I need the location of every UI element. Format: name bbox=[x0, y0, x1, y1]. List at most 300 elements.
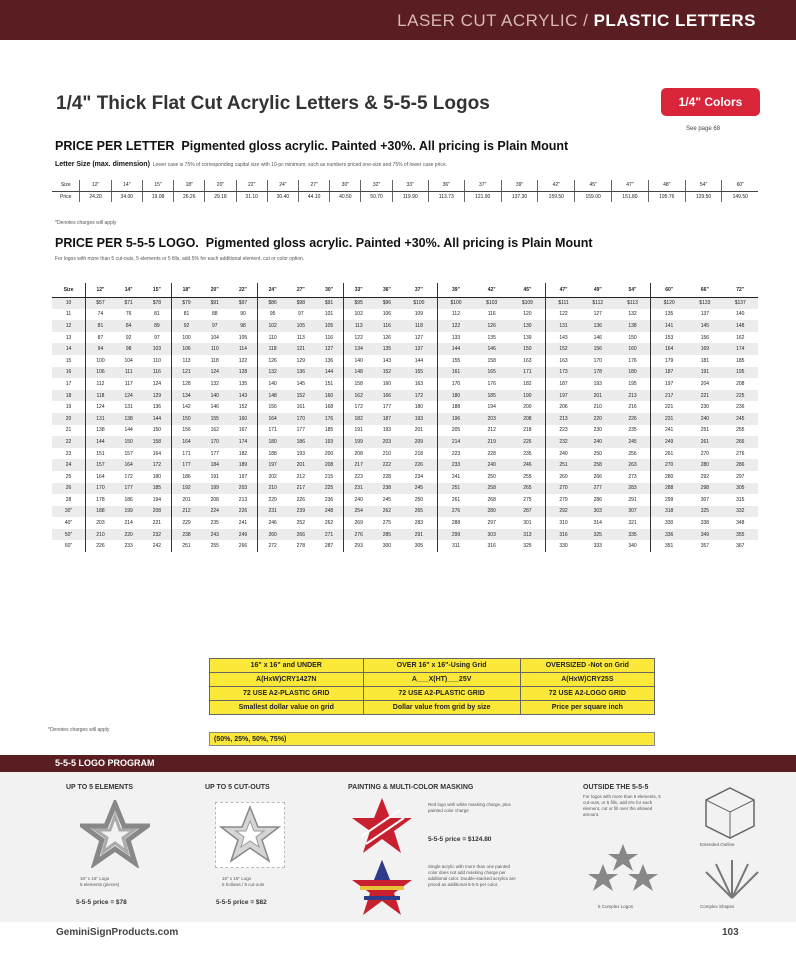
table-cell: 22" bbox=[229, 283, 258, 297]
table-cell: 102 bbox=[258, 320, 287, 332]
table-cell: 18 bbox=[52, 390, 86, 402]
table-cell: 76 bbox=[125, 311, 132, 318]
letter-table-prices bbox=[52, 191, 758, 202]
table-cell: 215 bbox=[324, 473, 334, 480]
table-cell: $91 bbox=[201, 297, 229, 309]
table-cell: 276 bbox=[736, 450, 745, 457]
table-cell: 37" bbox=[464, 180, 501, 191]
table-cell: 155 bbox=[201, 413, 229, 425]
table-cell: 265 bbox=[401, 506, 438, 518]
table-cell: 193 bbox=[382, 427, 392, 434]
table-cell: 18" bbox=[172, 283, 201, 297]
table-cell: 193 bbox=[296, 450, 305, 457]
table-cell: 280 bbox=[474, 506, 509, 518]
table-cell: 121.90 bbox=[464, 191, 501, 202]
table-cell: 118 bbox=[86, 390, 115, 402]
table-cell: 20 bbox=[52, 413, 86, 425]
table-cell: 120 bbox=[523, 311, 532, 318]
cutout-star-icon bbox=[216, 803, 284, 867]
table-row bbox=[52, 401, 758, 413]
table-cell: 194 bbox=[487, 404, 496, 411]
table-cell: 144 bbox=[86, 436, 115, 448]
table-cell: $97 bbox=[229, 297, 258, 309]
table-cell: 81 bbox=[86, 320, 115, 332]
table-row bbox=[52, 309, 758, 321]
colors-button[interactable]: 1/4" Colors bbox=[661, 88, 760, 116]
table-cell: 160 bbox=[315, 390, 344, 402]
table-cell: 176 bbox=[628, 357, 637, 364]
table-cell: 197 bbox=[651, 378, 688, 390]
table-cell: 283 bbox=[615, 483, 651, 495]
table-cell: 42" bbox=[538, 180, 575, 191]
table-cell: 36" bbox=[373, 283, 401, 297]
table-cell: 24 bbox=[52, 459, 86, 471]
table-cell: 197 bbox=[546, 390, 581, 402]
table-cell: 47" bbox=[612, 180, 649, 191]
table-cell: 177 bbox=[382, 404, 392, 411]
table-cell: 22" bbox=[236, 180, 267, 191]
table-cell: 242 bbox=[152, 543, 162, 550]
col3-text1: Red logo with white masking charge, plus painted color charge bbox=[428, 802, 511, 813]
table-cell: 251 bbox=[546, 459, 581, 471]
table-cell: 203 bbox=[229, 483, 258, 495]
table-cell: 201 bbox=[414, 427, 424, 434]
table-cell: 103 bbox=[143, 343, 172, 355]
table-cell: 134 bbox=[172, 390, 201, 402]
table-cell: 228 bbox=[487, 450, 496, 457]
table-cell: 161 bbox=[296, 404, 305, 411]
table-cell: 113 bbox=[172, 355, 201, 367]
table-cell: 20" bbox=[201, 283, 229, 297]
table-cell: 146 bbox=[593, 334, 602, 341]
table-cell: 241 bbox=[238, 520, 248, 527]
table-cell: 262 bbox=[373, 506, 401, 518]
col3-text2: Single acrylic with more than one painted color does not add masking charge per additional color. Double-stacked acrylics are priced as additional 5-5-5 per color. bbox=[428, 864, 516, 887]
table-cell: 208 bbox=[315, 459, 344, 471]
table-cell: 24.20 bbox=[80, 191, 111, 202]
table-cell: 50" bbox=[52, 529, 86, 541]
table-cell: 144 bbox=[315, 367, 344, 379]
table-cell: 137 bbox=[401, 343, 438, 355]
table-cell: 223 bbox=[437, 448, 474, 460]
table-cell: 367 bbox=[736, 543, 745, 550]
table-cell: 140 bbox=[201, 390, 229, 402]
table-cell: 97 bbox=[298, 311, 304, 318]
table-cell: 30" bbox=[315, 283, 344, 297]
table-cell: 218 bbox=[414, 450, 424, 457]
table-cell: 250 bbox=[487, 473, 496, 480]
table-cell: 288 bbox=[437, 517, 474, 529]
table-cell: 303 bbox=[581, 506, 615, 518]
table-cell: 217 bbox=[287, 483, 315, 495]
col1-price: 5-5-5 price = $78 bbox=[76, 899, 127, 906]
table-cell: 297 bbox=[736, 473, 745, 480]
table-cell: 89 bbox=[143, 320, 172, 332]
table-cell: 195.76 bbox=[648, 191, 685, 202]
table-cell: 132 bbox=[628, 311, 637, 318]
table-cell: 163 bbox=[546, 355, 581, 367]
table-cell: 298 bbox=[687, 483, 722, 495]
table-cell: 307 bbox=[615, 506, 651, 518]
table-cell: 14" bbox=[115, 283, 143, 297]
table-cell: 235 bbox=[628, 427, 637, 434]
table-cell: 167 bbox=[238, 427, 248, 434]
table-cell: 315 bbox=[736, 496, 745, 503]
table-cell: 240 bbox=[687, 413, 722, 425]
table-cell: 33" bbox=[344, 283, 373, 297]
table-cell: 142 bbox=[172, 401, 201, 413]
letter-footnote: *Denotes charges will apply bbox=[55, 220, 117, 226]
table-cell: 164 bbox=[258, 413, 287, 425]
legend-cell: Price per square inch bbox=[520, 701, 654, 715]
table-row bbox=[52, 436, 758, 448]
table-cell: 150 bbox=[172, 413, 201, 425]
table-cell: 165 bbox=[474, 367, 509, 379]
table-cell: 135 bbox=[651, 309, 688, 321]
table-cell: 160 bbox=[382, 380, 392, 387]
table-cell: 188 bbox=[86, 506, 115, 518]
table-cell: 155 bbox=[401, 367, 438, 379]
table-cell: 275 bbox=[523, 496, 532, 503]
table-cell: 231 bbox=[651, 413, 688, 425]
table-cell: 348 bbox=[736, 520, 745, 527]
table-cell: 275 bbox=[382, 520, 392, 527]
table-cell: 271 bbox=[315, 529, 344, 541]
table-cell: 291 bbox=[401, 529, 438, 541]
table-cell: 185 bbox=[474, 390, 509, 402]
table-cell: 168 bbox=[324, 404, 334, 411]
table-cell: 116 bbox=[143, 367, 172, 379]
legend-cell: 16" x 16" and UNDER bbox=[210, 659, 364, 673]
table-cell: 112 bbox=[437, 309, 474, 321]
table-cell: 226 bbox=[401, 459, 438, 471]
legend-cell: A(HxW)CRY1427N bbox=[210, 673, 364, 687]
table-cell: 330 bbox=[651, 517, 688, 529]
col2-heading: UP TO 5 CUT-OUTS bbox=[205, 784, 270, 791]
table-cell: 143 bbox=[546, 332, 581, 344]
table-cell: 151 bbox=[324, 380, 334, 387]
table-cell: 240 bbox=[474, 459, 509, 471]
table-cell: 66" bbox=[687, 283, 722, 297]
table-cell: 42" bbox=[474, 283, 509, 297]
legend-cell: A___X(HT)___25V bbox=[363, 673, 520, 687]
table-row bbox=[52, 320, 758, 332]
table-cell: 300 bbox=[382, 543, 392, 550]
table-cell: 172 bbox=[344, 401, 373, 413]
table-cell: 19 bbox=[65, 404, 72, 411]
table-cell: 15 bbox=[65, 357, 72, 364]
table-row bbox=[52, 471, 758, 483]
table-cell: 209 bbox=[401, 436, 438, 448]
table-cell: 280 bbox=[651, 471, 688, 483]
table-cell: 245 bbox=[615, 436, 651, 448]
table-cell: 131 bbox=[86, 413, 115, 425]
table-cell: 235 bbox=[210, 520, 219, 527]
table-cell: 193 bbox=[315, 436, 344, 448]
table-cell: 84 bbox=[115, 320, 143, 332]
table-cell: 150 bbox=[628, 334, 637, 341]
table-cell: 220 bbox=[258, 494, 287, 506]
table-cell: 135 bbox=[373, 343, 401, 355]
legend-cell: 72 USE A2-LOGO GRID bbox=[520, 687, 654, 701]
table-cell: 229 bbox=[172, 517, 201, 529]
table-cell: 152 bbox=[373, 367, 401, 379]
table-cell: 214 bbox=[124, 520, 133, 527]
table-cell: 238 bbox=[373, 483, 401, 495]
table-cell: 144 bbox=[414, 357, 424, 364]
table-cell: 266 bbox=[238, 543, 248, 550]
table-cell: 180 bbox=[152, 473, 162, 480]
table-cell: 150 bbox=[509, 343, 546, 355]
legend-row bbox=[210, 687, 655, 701]
table-cell: 32" bbox=[361, 180, 392, 191]
table-cell: 251 bbox=[437, 483, 474, 495]
table-cell: 204 bbox=[700, 380, 710, 387]
legend-bottom: (50%, 25%, 50%, 75%) bbox=[209, 732, 655, 746]
table-row bbox=[52, 517, 758, 529]
table-row bbox=[52, 540, 758, 552]
table-cell: 44.10 bbox=[299, 191, 330, 202]
table-cell: 325 bbox=[687, 506, 722, 518]
table-cell: 161 bbox=[437, 367, 474, 379]
table-cell: 325 bbox=[581, 529, 615, 541]
table-cell: 88 bbox=[211, 311, 218, 318]
table-cell: 321 bbox=[628, 520, 637, 527]
table-cell: 194 bbox=[152, 496, 162, 503]
table-row bbox=[52, 343, 758, 355]
legend-row bbox=[210, 701, 655, 715]
table-cell: 185 bbox=[324, 427, 334, 434]
flag-star-icon bbox=[350, 858, 414, 918]
table-row bbox=[52, 413, 758, 425]
table-cell: 185 bbox=[143, 483, 172, 495]
table-cell: 233 bbox=[124, 543, 133, 550]
table-cell: 187 bbox=[651, 367, 688, 379]
table-cell: 25 bbox=[65, 473, 72, 480]
table-cell: 233 bbox=[437, 459, 474, 471]
table-cell: 81 bbox=[154, 311, 160, 318]
legend-cell: Smallest dollar value on grid bbox=[210, 701, 364, 715]
table-cell: 150 bbox=[152, 427, 162, 434]
table-cell: 210 bbox=[258, 483, 287, 495]
table-cell: 124 bbox=[152, 380, 162, 387]
table-cell: 137 bbox=[700, 311, 710, 318]
table-cell: 266 bbox=[723, 436, 759, 448]
table-cell: 205 bbox=[437, 425, 474, 437]
table-cell: 126 bbox=[258, 355, 287, 367]
table-cell: 279 bbox=[546, 494, 581, 506]
table-cell: 30.40 bbox=[267, 191, 298, 202]
table-cell: 270 bbox=[700, 450, 710, 457]
page-title: 1/4" Thick Flat Cut Acrylic Letters & 5-5-5 Logos bbox=[56, 93, 490, 114]
table-cell: 113.73 bbox=[428, 191, 464, 202]
table-cell: 246 bbox=[258, 517, 287, 529]
table-row bbox=[52, 425, 758, 437]
header-title: LASER CUT ACRYLIC / PLASTIC LETTERS bbox=[397, 11, 756, 30]
table-cell: 203 bbox=[86, 517, 115, 529]
see-page-note: See page 68 bbox=[686, 126, 721, 132]
table-cell: 34.00 bbox=[111, 191, 142, 202]
table-cell: 191 bbox=[687, 367, 722, 379]
table-cell: 176 bbox=[487, 380, 496, 387]
table-cell: 81 bbox=[172, 309, 201, 321]
table-cell: 177 bbox=[115, 483, 143, 495]
table-cell: 105 bbox=[238, 334, 248, 341]
table-cell: 241 bbox=[651, 425, 688, 437]
table-cell: $91 bbox=[315, 297, 344, 309]
table-cell: 171 bbox=[172, 448, 201, 460]
table-row bbox=[52, 483, 758, 495]
table-cell: 170 bbox=[86, 483, 115, 495]
cutout-frame bbox=[215, 802, 285, 868]
table-cell: 285 bbox=[373, 529, 401, 541]
table-cell: 152 bbox=[287, 390, 315, 402]
table-cell: 299 bbox=[651, 494, 688, 506]
five-stars-icon bbox=[585, 842, 665, 898]
table-cell: 249 bbox=[229, 529, 258, 541]
table-cell: 225 bbox=[315, 483, 344, 495]
table-cell: 256 bbox=[628, 450, 637, 457]
table-cell: 163 bbox=[523, 357, 532, 364]
table-cell: 226 bbox=[229, 506, 258, 518]
table-cell: 332 bbox=[723, 506, 759, 518]
table-row bbox=[52, 332, 758, 344]
table-cell: 47" bbox=[546, 283, 581, 297]
table-cell: 217 bbox=[344, 459, 373, 471]
table-cell: $113 bbox=[615, 297, 651, 309]
table-cell: 39" bbox=[501, 180, 538, 191]
table-cell: 12" bbox=[86, 283, 115, 297]
table-cell: 180 bbox=[615, 367, 651, 379]
program-section bbox=[0, 772, 796, 922]
table-cell: 251 bbox=[700, 427, 710, 434]
table-cell: 136 bbox=[152, 404, 162, 411]
table-cell: 235 bbox=[523, 450, 532, 457]
price-per-letter-heading: PRICE PER LETTER Pigmented gloss acrylic. Painted +30%. All pricing is Plain Mount bbox=[55, 139, 569, 153]
table-cell: 305 bbox=[414, 543, 424, 550]
table-cell: $120 bbox=[651, 297, 688, 309]
table-cell: 238 bbox=[172, 529, 201, 541]
table-cell: 106 bbox=[172, 343, 201, 355]
table-cell: 17 bbox=[65, 380, 72, 387]
table-cell: 119.90 bbox=[392, 191, 428, 202]
table-cell: 49" bbox=[581, 283, 615, 297]
table-cell: 27" bbox=[299, 180, 330, 191]
table-cell: 221 bbox=[651, 401, 688, 413]
red-star-icon bbox=[350, 796, 414, 856]
footer-site[interactable]: GeminiSignProducts.com bbox=[56, 927, 179, 938]
footer-page-number: 103 bbox=[722, 927, 739, 938]
table-cell: 240 bbox=[581, 436, 615, 448]
table-cell: 338 bbox=[700, 520, 710, 527]
table-cell: 273 bbox=[628, 473, 637, 480]
table-cell: 148 bbox=[258, 390, 287, 402]
table-cell: 269 bbox=[344, 517, 373, 529]
table-cell: 230 bbox=[700, 404, 710, 411]
table-cell: 180 bbox=[258, 436, 287, 448]
table-cell: 268 bbox=[487, 496, 496, 503]
table-cell: 128 bbox=[172, 378, 201, 390]
table-cell: $111 bbox=[546, 297, 581, 309]
table-cell: 101 bbox=[324, 311, 334, 318]
table-cell: 105 bbox=[287, 320, 315, 332]
table-cell: 213 bbox=[615, 390, 651, 402]
table-cell: 37" bbox=[401, 283, 438, 297]
table-cell: 60" bbox=[64, 543, 73, 550]
table-cell: 23 bbox=[65, 450, 72, 457]
table-cell: 336 bbox=[651, 529, 688, 541]
table-cell: 136 bbox=[287, 367, 315, 379]
table-cell: 276 bbox=[344, 529, 373, 541]
table-cell: 15" bbox=[142, 180, 173, 191]
table-cell: 181 bbox=[700, 357, 710, 364]
table-cell: 208 bbox=[736, 380, 745, 387]
table-cell: $57 bbox=[86, 297, 115, 309]
table-cell: 131 bbox=[546, 320, 581, 332]
table-cell: 144 bbox=[143, 413, 172, 425]
table-cell: 260 bbox=[546, 471, 581, 483]
table-cell: 270 bbox=[651, 459, 688, 471]
table-cell: 102 bbox=[344, 309, 373, 321]
table-cell: 180 bbox=[414, 404, 424, 411]
table-cell: 122 bbox=[546, 309, 581, 321]
table-cell: 201 bbox=[581, 390, 615, 402]
table-cell: 270 bbox=[546, 483, 581, 495]
table-cell: 193 bbox=[593, 380, 602, 387]
table-cell: 26.26 bbox=[174, 191, 205, 202]
table-cell: 292 bbox=[700, 473, 710, 480]
table-cell: 226 bbox=[86, 540, 115, 552]
table-row bbox=[52, 459, 758, 471]
table-cell: 122 bbox=[238, 357, 248, 364]
table-cell: 199 bbox=[344, 436, 373, 448]
table-cell: $109 bbox=[509, 297, 546, 309]
table-cell: 54" bbox=[685, 180, 722, 191]
table-cell: 236 bbox=[324, 496, 334, 503]
table-cell: 170 bbox=[437, 378, 474, 390]
table-cell: 293 bbox=[344, 540, 373, 552]
table-cell: 14" bbox=[111, 180, 142, 191]
table-row bbox=[52, 378, 758, 390]
table-cell: 122 bbox=[344, 332, 373, 344]
table-cell: 24" bbox=[258, 283, 287, 297]
logo-price-table bbox=[52, 283, 758, 552]
table-cell: 250 bbox=[593, 450, 602, 457]
logo-note: For logos with more than 5 cut-outs, 5 elements or 5 fills, add 5% for each additional element, cut or color option. bbox=[55, 256, 305, 262]
table-cell: 12" bbox=[80, 180, 111, 191]
table-cell: 129.50 bbox=[685, 191, 722, 202]
legend-cell: OVER 16" x 16"-Using Grid bbox=[363, 659, 520, 673]
table-cell: 225 bbox=[723, 390, 759, 402]
table-cell: 222 bbox=[373, 459, 401, 471]
table-cell: 92 bbox=[125, 334, 132, 341]
table-cell: 162 bbox=[736, 334, 745, 341]
table-cell: $71 bbox=[115, 297, 143, 309]
table-cell: 276 bbox=[437, 506, 474, 518]
grid-legend-table bbox=[209, 658, 655, 715]
legend-cell: 72 USE A2-PLASTIC GRID bbox=[210, 687, 364, 701]
table-cell: 325 bbox=[523, 543, 532, 550]
table-cell: 173 bbox=[546, 367, 581, 379]
table-cell: 146 bbox=[210, 404, 219, 411]
table-cell: 307 bbox=[700, 496, 710, 503]
knot-logo-icon bbox=[80, 800, 150, 868]
table-cell: 164 bbox=[86, 471, 115, 483]
table-cell: 265 bbox=[509, 483, 546, 495]
table-cell: 40.50 bbox=[330, 191, 361, 202]
table-cell: 95 bbox=[258, 309, 287, 321]
table-cell: 357 bbox=[700, 543, 710, 550]
